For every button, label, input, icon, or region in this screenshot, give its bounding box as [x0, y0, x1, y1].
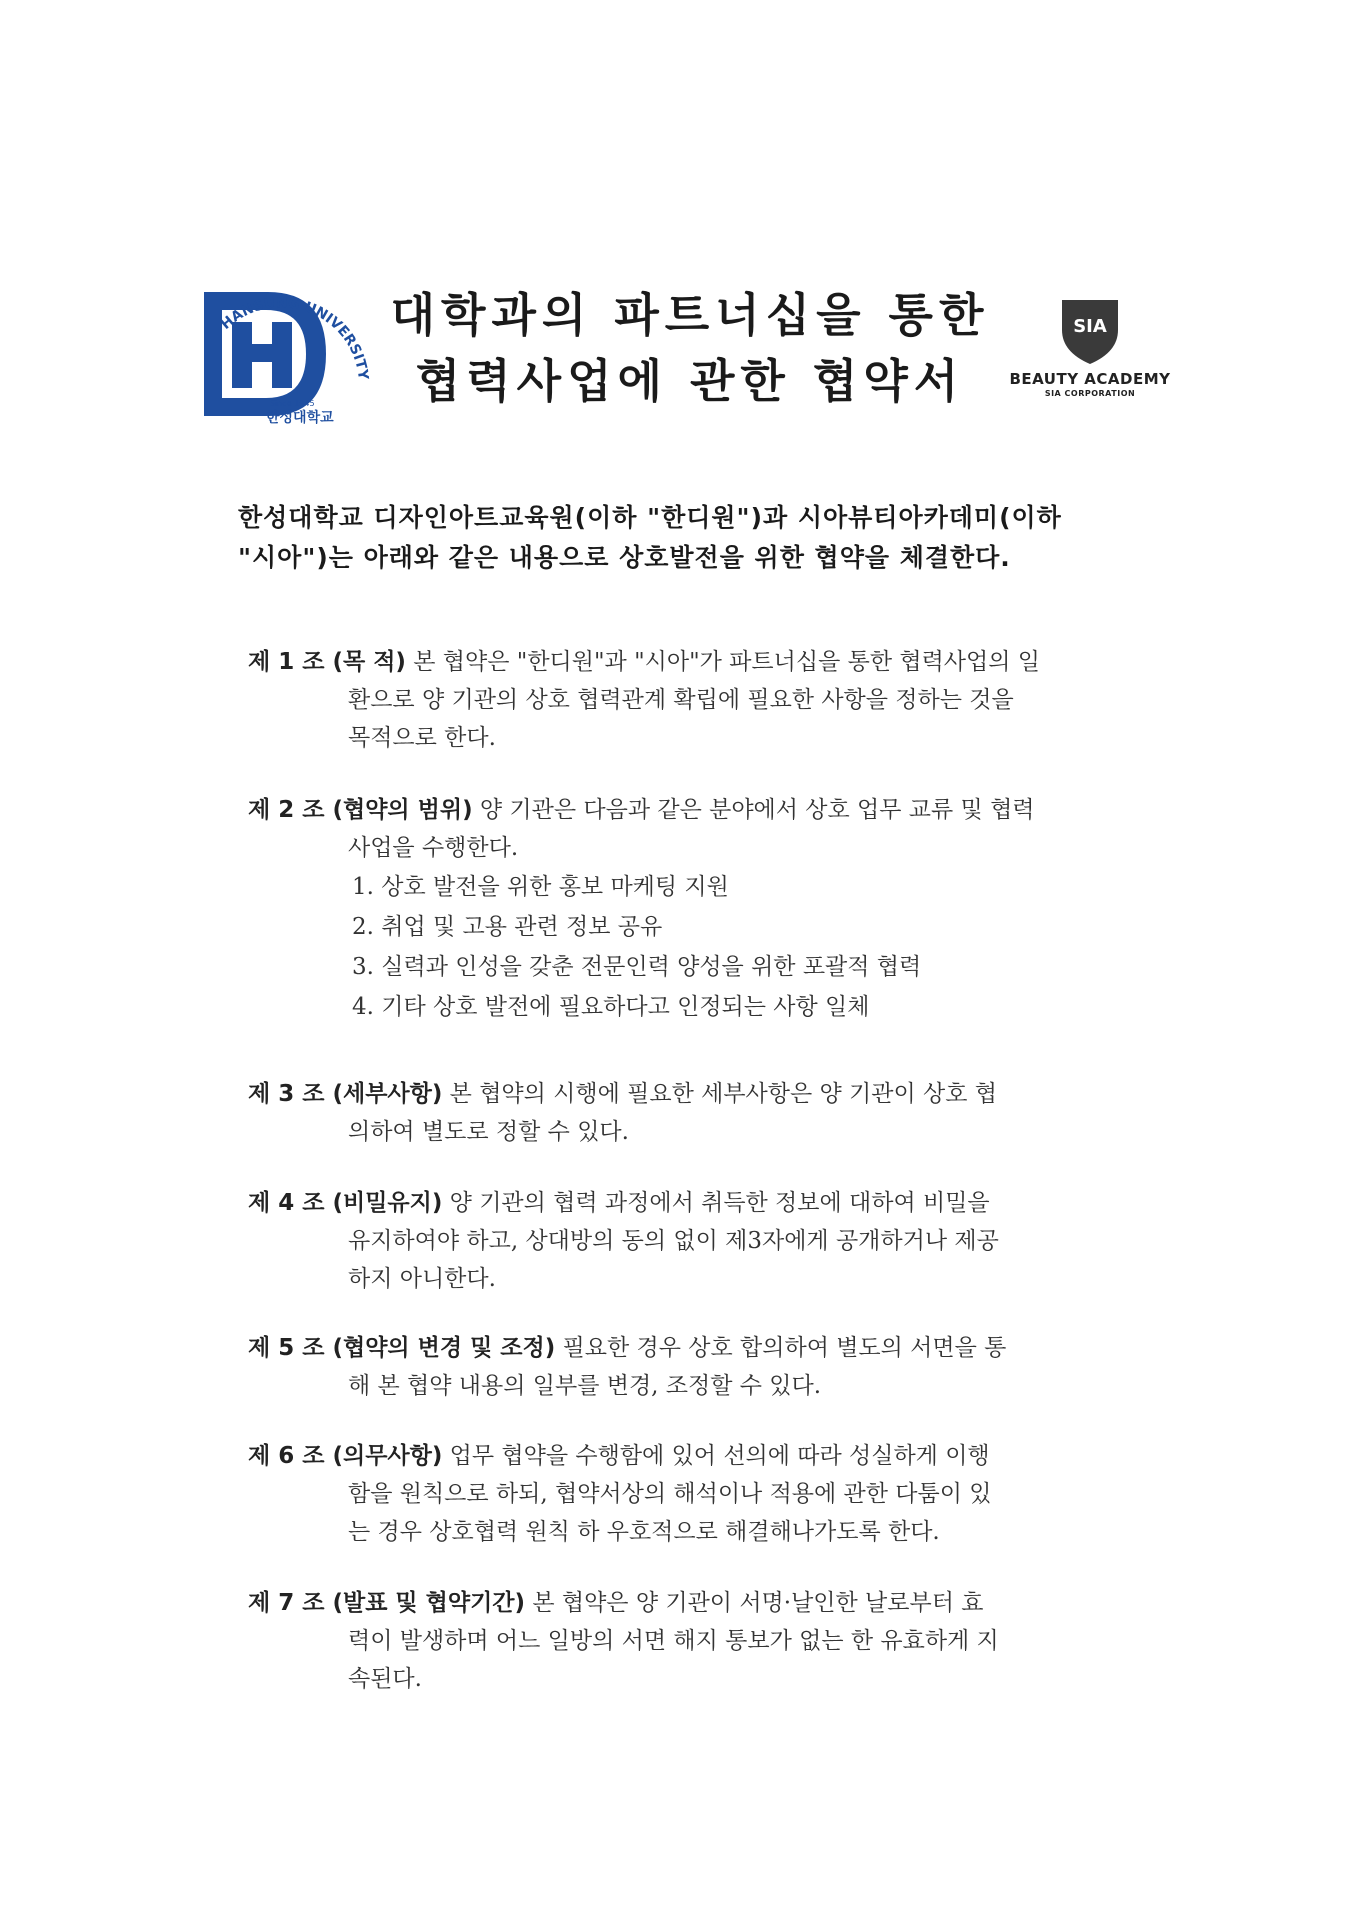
- article-1: [248, 643, 1138, 757]
- article-text: 유지하여야 하고, 상대방의 동의 없이 제3자에게 공개하거나 제공: [348, 1228, 999, 1254]
- sia-shield-logo: [1000, 296, 1180, 416]
- article-text: 력이 발생하며 어느 일방의 서면 해지 통보가 없는 한 유효하게 지: [348, 1628, 999, 1654]
- article-text: 본 협약의 시행에 필요한 세부사항은 양 기관이 상호 협: [442, 1081, 997, 1107]
- article-text: 사업을 수행한다.: [348, 835, 519, 861]
- article-text: 해 본 협약 내용의 일부를 변경, 조정할 수 있다.: [348, 1373, 822, 1399]
- hansung-korean-name: 한성대학교: [266, 410, 334, 426]
- article-4: [248, 1184, 1138, 1298]
- article-2: [248, 791, 1138, 1027]
- sia-academy-name: BEAUTY ACADEMY: [1009, 370, 1171, 388]
- article-heading: 제 4 조 (비밀유지): [248, 1190, 443, 1216]
- title-line-1: 대학과의 파트너십을 통한: [390, 288, 990, 342]
- article-heading: 제 2 조 (협약의 범위): [248, 797, 473, 823]
- article-heading: 제 7 조 (발표 및 협약기간): [248, 1590, 526, 1616]
- intro-line-2: "시아")는 아래와 같은 내용으로 상호발전을 위한 협약을 체결한다.: [238, 543, 1011, 572]
- sia-badge-text: SIA: [1073, 316, 1107, 337]
- hansung-university-logo: [198, 270, 378, 430]
- article-text: 함을 원칙으로 하되, 협약서상의 해석이나 적용에 관한 다툼이 있: [348, 1481, 992, 1507]
- hansung-arc-text: HANSUNG UNIVERSITY: [217, 295, 371, 381]
- intro-line-1: 한성대학교 디자인아트교육원(이하 "한디원")과 시아뷰티아카데미(이하: [238, 503, 1062, 532]
- list-item: 3. 실력과 인성을 갖춘 전문인력 양성을 위한 포괄적 협력: [352, 954, 922, 980]
- title-line-2: 협력사업에 관한 협약서: [415, 354, 965, 408]
- article-text: 환으로 양 기관의 상호 협력관계 확립에 필요한 사항을 정하는 것을: [348, 687, 1014, 713]
- article-5: [248, 1329, 1138, 1405]
- hansung-since-text: Since 1945: [270, 399, 315, 408]
- sia-shield-icon: [1058, 296, 1122, 366]
- article-text: 는 경우 상호협력 원칙 하 우호적으로 해결해나가도록 한다.: [348, 1519, 940, 1545]
- article-text: 필요한 경우 상호 합의하여 별도의 서면을 통: [555, 1335, 1007, 1361]
- list-item: 1. 상호 발전을 위한 홍보 마케팅 지원: [352, 874, 729, 900]
- article-text: 하지 아니한다.: [348, 1266, 496, 1292]
- scope-list: [248, 867, 1138, 1027]
- list-item: 2. 취업 및 고용 관련 정보 공유: [352, 914, 663, 940]
- list-item: 4. 기타 상호 발전에 필요하다고 인정되는 사항 일체: [352, 994, 870, 1020]
- article-text: 양 기관의 협력 과정에서 취득한 정보에 대하여 비밀을: [442, 1190, 990, 1216]
- document-title: [390, 282, 990, 414]
- article-text: 본 협약은 "한디원"과 "시아"가 파트너십을 통한 협력사업의 일: [405, 649, 1040, 675]
- article-text: 속된다.: [348, 1666, 422, 1692]
- article-text: 목적으로 한다.: [348, 725, 496, 751]
- article-text: 양 기관은 다음과 같은 분야에서 상호 업무 교류 및 협력: [472, 797, 1035, 823]
- article-7: [248, 1584, 1138, 1698]
- intro-paragraph: [238, 498, 1138, 578]
- article-heading: 제 5 조 (협약의 변경 및 조정): [248, 1335, 556, 1361]
- article-text: 본 협약은 양 기관이 서명·날인한 날로부터 효: [525, 1590, 984, 1616]
- article-heading: 제 3 조 (세부사항): [248, 1081, 443, 1107]
- article-heading: 제 1 조 (목 적): [248, 649, 406, 675]
- sia-corporation-text: SIA CORPORATION: [1044, 389, 1136, 398]
- article-6: [248, 1437, 1138, 1551]
- article-3: [248, 1075, 1138, 1151]
- article-text: 의하여 별도로 정할 수 있다.: [348, 1119, 629, 1145]
- article-heading: 제 6 조 (의무사항): [248, 1443, 443, 1469]
- article-text: 업무 협약을 수행함에 있어 선의에 따라 성실하게 이행: [442, 1443, 990, 1469]
